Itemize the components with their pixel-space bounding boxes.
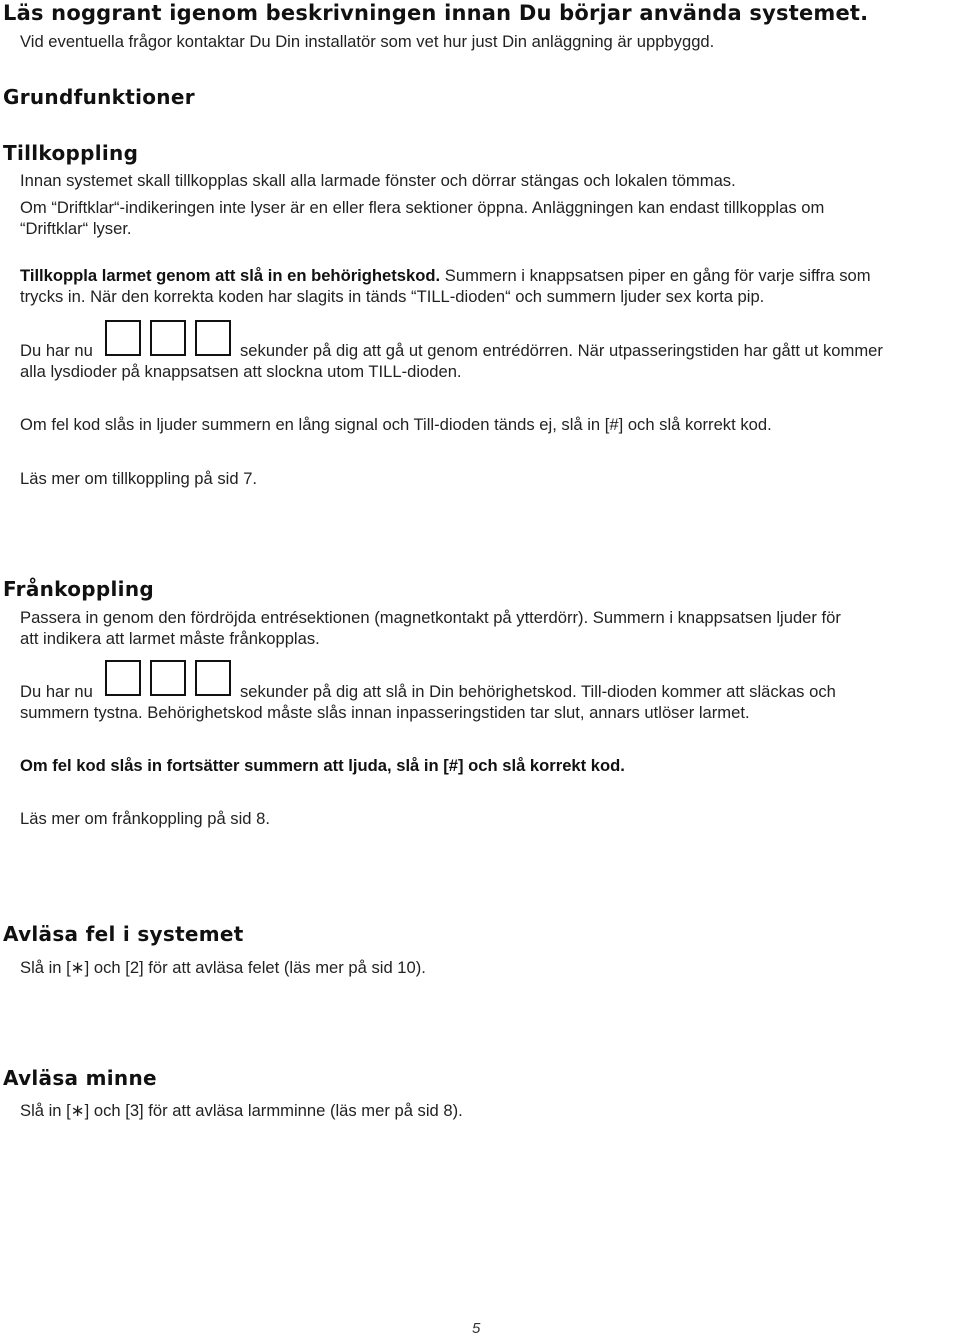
section-heading-avlasa-minne: Avläsa minne — [3, 1066, 157, 1090]
avlasa-fel-text: Slå in [∗] och [2] för att avläsa felet (läs mer på sid 10). — [20, 958, 426, 977]
frankoppling-du-har-nu: Du har nu — [20, 682, 93, 701]
section-heading-tillkoppling: Tillkoppling — [3, 141, 139, 165]
page-title: Läs noggrant igenom beskrivningen innan Du börjar använda systemet. — [3, 1, 869, 25]
tillkoppling-wrong-code: Om fel kod slås in ljuder summern en lång signal och Till-dioden tänds ej, slå in [#] och slå korrekt kod. — [20, 415, 772, 434]
tillkoppling-line5: trycks in. När den korrekta koden har slagits in tänds “TILL-dioden“ och summern ljuder sex korta pip. — [20, 287, 765, 306]
delay-digit-box-2 — [150, 660, 186, 696]
tillkoppling-delay-line2: alla lysdioder på knappsatsen att slockna utom TILL-dioden. — [20, 362, 462, 381]
frankoppling-delay-line1: sekunder på dig att slå in Din behörighetskod. Till-dioden kommer att släckas och — [240, 682, 836, 701]
section-heading-frankoppling: Frånkoppling — [3, 577, 154, 601]
avlasa-minne-text: Slå in [∗] och [3] för att avläsa larmminne (läs mer på sid 8). — [20, 1101, 463, 1120]
delay-digit-box-1 — [105, 320, 141, 356]
tillkoppling-line2: Om “Driftklar“-indikeringen inte lyser är en eller flera sektioner öppna. Anläggningen kan endast tillkopplas om — [20, 198, 825, 217]
section-heading-avlasa-fel: Avläsa fel i systemet — [3, 922, 244, 946]
delay-digit-box-1 — [105, 660, 141, 696]
tillkoppling-bold-lead: Tillkoppla larmet genom att slå in en behörighetskod. — [20, 266, 441, 285]
tillkoppling-line4 — [20, 265, 871, 287]
tillkoppling-line3: “Driftklar“ lyser. — [20, 219, 132, 238]
frankoppling-line1: Passera in genom den fördröjda entrésektionen (magnetkontakt på ytterdörr). Summern i knappsatsen ljuder för — [20, 608, 841, 627]
tillkoppling-read-more: Läs mer om tillkoppling på sid 7. — [20, 469, 258, 488]
section-heading-grundfunktioner: Grundfunktioner — [3, 85, 195, 109]
delay-digit-box-3 — [195, 660, 231, 696]
delay-digit-box-3 — [195, 320, 231, 356]
frankoppling-delay-line2: summern tystna. Behörighetskod måste slås innan inpasseringstiden tar slut, annars utlöser larmet. — [20, 703, 750, 722]
delay-digit-box-2 — [150, 320, 186, 356]
page-number: 5 — [472, 1320, 481, 1337]
frankoppling-read-more: Läs mer om frånkoppling på sid 8. — [20, 809, 270, 828]
tillkoppling-du-har-nu: Du har nu — [20, 341, 93, 360]
frankoppling-wrong-code: Om fel kod slås in fortsätter summern att ljuda, slå in [#] och slå korrekt kod. — [20, 756, 625, 775]
tillkoppling-delay-line1: sekunder på dig att gå ut genom entrédörren. När utpasseringstiden har gått ut kommer — [240, 341, 883, 360]
intro-subtitle: Vid eventuella frågor kontaktar Du Din installatör som vet hur just Din anläggning är uppbyggd. — [20, 32, 715, 51]
frankoppling-line2: att indikera att larmet måste frånkopplas. — [20, 629, 320, 648]
tillkoppling-line4-rest: Summern i knappsatsen piper en gång för varje siffra som — [440, 266, 871, 285]
tillkoppling-line1: Innan systemet skall tillkopplas skall alla larmade fönster och dörrar stängas och lokalen tömmas. — [20, 171, 736, 190]
